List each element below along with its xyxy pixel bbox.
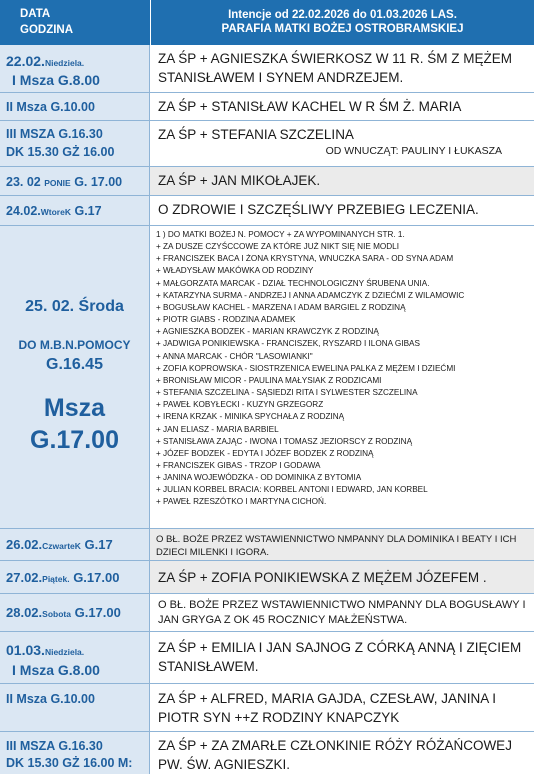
table-row — [0, 684, 534, 732]
intention-list-item: + JANINA WOJEWÓDZKA - OD DOMINIKA Z BYTOMIA — [156, 473, 362, 483]
table-row — [0, 561, 534, 594]
mass-schedule: DK 15.30 GŻ 16.00 M: — [6, 756, 133, 770]
date-label: 28.02.Sobota G.17.00 — [6, 605, 121, 620]
mass-label: II Msza G.10.00 — [6, 100, 95, 114]
intention-list-item: + IRENA KRZAK - MINIKA SPYCHAŁA Z RODZINĄ — [156, 412, 345, 422]
intention-list-item: + JADWIGA PONIKIEWSKA - FRANCISZEK, RYSZARD I ILONA GIBAS — [156, 339, 420, 349]
intention-list-item: + MAŁGORZATA MARCAK - DZIAŁ TECHNOLOGICZNY ŚRUBENA UNIA. — [156, 278, 430, 288]
row-date-cell — [0, 196, 150, 225]
intention-text: ZA ŚP + STEFANIA SZCZELINA OD WNUCZĄT: PAULINY I ŁUKASZA — [150, 121, 534, 166]
row-date-cell — [0, 45, 150, 92]
row-date-cell — [0, 226, 150, 528]
intention-list-item: 1 ) DO MATKI BOŻEJ N. POMOCY + ZA WYPOMINANYCH STR. 1. — [156, 230, 405, 239]
table-row — [0, 732, 534, 774]
table-row — [0, 93, 534, 121]
intention-text: ZA ŚP + EMILIA I JAN SAJNOG Z CÓRKĄ ANNĄ I ZIĘCIEM STANISŁAWEM. — [158, 640, 522, 674]
mass-label: III MSZA G.16.30 — [6, 127, 103, 141]
intention-text: ZA ŚP + JAN MIKOŁAJEK. — [150, 167, 534, 195]
intention-list — [150, 226, 534, 528]
header-title-line-2: PARAFIA MATKI BOŻEJ OSTROBRAMSKIEJ — [221, 23, 464, 35]
intention-text: ZA ŚP + ZA ZMARŁE CZŁONKINIE RÓŻY RÓŻAŃCOWEJ PW. ŚW. AGNIESZKI. — [158, 738, 512, 772]
header-title — [151, 0, 534, 45]
intention-text: O BŁ. BOŻE PRZEZ WSTAWIENNICTWO NMPANNY DLA BOGUSŁAWY I JAN GRYGA Z OK 45 ROCZNICY MAŁŻEŃSTWA. — [158, 599, 526, 626]
table-row — [0, 121, 534, 167]
intention-text: ZA ŚP + AGNIESZKA ŚWIERKOSZ W 11 R. ŚM Z MĘŻEM STANISŁAWEM I SYNEM ANDRZEJEM. — [158, 51, 512, 85]
intention-list-item: + STEFANIA SZCZELINA - SĄSIEDZI RITA I SYLWESTER SZCZELINA — [156, 388, 418, 398]
header-title-line-1: Intencje od 22.02.2026 do 01.03.2026 LAS. — [228, 9, 457, 21]
table-header — [0, 0, 534, 45]
intention-list-item: + AGNIESZKA BODZEK - MARIAN KRAWCZYK Z RODZINĄ — [156, 327, 379, 337]
header-date-label: DATA — [20, 8, 51, 20]
date-label: 25. 02. Środa — [25, 298, 124, 315]
intention-list-item: + BRONISŁAW MICOR - PAULINA MAŁYSIAK Z RODZICAMI — [156, 375, 382, 385]
row-date-cell — [0, 561, 150, 593]
intention-list-item: + PIOTR GIABS - RODZINA ADAMEK — [156, 315, 296, 325]
table-row — [0, 529, 534, 561]
intention-list-item: + JAN ELIASZ - MARIA BARBIEL — [156, 424, 279, 434]
mass-label: III MSZA G.16.30 — [6, 739, 103, 753]
intention-list-item: + PAWEŁ RZESZÓTKO I MARTYNA CICHOŃ. — [156, 497, 327, 507]
intention-text: O BŁ. BOŻE PRZEZ WSTAWIENNICTWO NMPANNY DLA DOMINIKA I BEATY I ICH DZIECI MILENKI I IGORA. — [150, 529, 534, 560]
date-label: 01.03.Niedziela. — [6, 642, 85, 658]
intention-list-item: + PAWEŁ KOBYŁECKI - KUZYN GRZEGORZ — [156, 400, 324, 410]
intention-text: ZA ŚP + ALFRED, MARIA GAJDA, CZESŁAW, JANINA I PIOTR SYN ++Z RODZINY KNAPCZYK — [158, 691, 496, 725]
row-date-cell — [0, 732, 150, 774]
intention-list-item: + ANNA MARCAK - CHÓR "LASOWIANKI" — [156, 351, 313, 361]
intention-text: ZA ŚP + STANISŁAW KACHEL W R ŚM Ż. MARIA — [158, 99, 462, 114]
row-date-cell — [0, 121, 150, 166]
date-label: 24.02.WtoreK G.17 — [6, 204, 102, 218]
date-label: 23. 02 PONIE G. 17.00 — [6, 175, 123, 189]
table-row — [0, 226, 534, 529]
intention-list-item: + STANISŁAWA ZAJĄC - IWONA I TOMASZ JEZIORSCY Z RODZINĄ — [156, 436, 413, 446]
header-time-label: GODZINA — [20, 24, 74, 36]
intention-list-item: + BOGUSŁAW KACHEL - MARZENA I ADAM BARGIEL Z RODZINĄ — [156, 302, 406, 312]
header-date-column — [0, 0, 151, 45]
mass-label: II Msza G.10.00 — [6, 692, 95, 706]
date-label: 27.02.Piątek. G.17.00 — [6, 570, 120, 585]
intention-list-item: + WŁADYSŁAW MAKÓWKA OD RODZINY — [156, 266, 314, 276]
mass-time: G.17.00 — [30, 426, 119, 454]
row-date-cell — [0, 594, 150, 631]
table-row — [0, 594, 534, 632]
table-row — [0, 632, 534, 684]
row-date-cell — [0, 632, 150, 683]
date-label: 26.02.CzwarteK G.17 — [6, 537, 113, 552]
mass-label: Msza — [43, 394, 106, 422]
table-row — [0, 45, 534, 93]
date-label: 22.02.Niedziela. — [6, 53, 85, 69]
intention-list-item: + KATARZYNA SURMA - ANDRZEJ I ANNA ADAMCZYK Z DZIEĆMI Z WILAMOWIC — [156, 290, 465, 300]
mass-label: I Msza G.8.00 — [12, 662, 100, 678]
intention-list-item: + JÓZEF BODZEK - EDYTA I JÓZEF BODZEK Z RODZINĄ — [156, 448, 374, 458]
intention-text: O ZDROWIE I SZCZĘŚLIWY PRZEBIEG LECZENIA. — [158, 202, 479, 217]
mass-label: I Msza G.8.00 — [12, 72, 100, 88]
intention-list-item: + ZA DUSZE CZYŚCCOWE ZA KTÓRE JUŻ NIKT SIĘ NIE MODLI — [156, 242, 400, 252]
devotion-label: DO M.B.N.POMOCY — [18, 338, 131, 352]
intention-text: ZA ŚP + ZOFIA PONIKIEWSKA Z MĘŻEM JÓZEFEM . — [150, 561, 534, 593]
table-row — [0, 167, 534, 196]
row-date-cell — [0, 167, 150, 195]
intention-list-item: + ZOFIA KOPROWSKA - SIOSTRZENICA EWELINA PALKA Z MĘŻEM I DZIEĆMI — [156, 363, 456, 373]
intention-list-item: + FRANCISZEK GIBAS - TRZOP I GODAWA — [156, 460, 321, 470]
devotion-time: G.16.45 — [46, 356, 103, 373]
intention-list-item: + FRANCISZEK BACA I ŻONA KRYSTYNA, WNUCZKA SARA - OD SYNA ADAM — [156, 254, 454, 264]
row-date-cell — [0, 529, 150, 560]
mass-schedule: DK 15.30 GŻ 16.00 — [6, 145, 115, 159]
row-date-cell — [0, 93, 150, 120]
table-row — [0, 196, 534, 226]
intention-list-item: + JULIAN KORBEL BRACIA: KORBEL ANTONI I EDWARD, JAN KORBEL — [156, 485, 428, 495]
intention-donor: OD WNUCZĄT: PAULINY I ŁUKASZA — [325, 145, 502, 157]
row-date-cell — [0, 684, 150, 731]
